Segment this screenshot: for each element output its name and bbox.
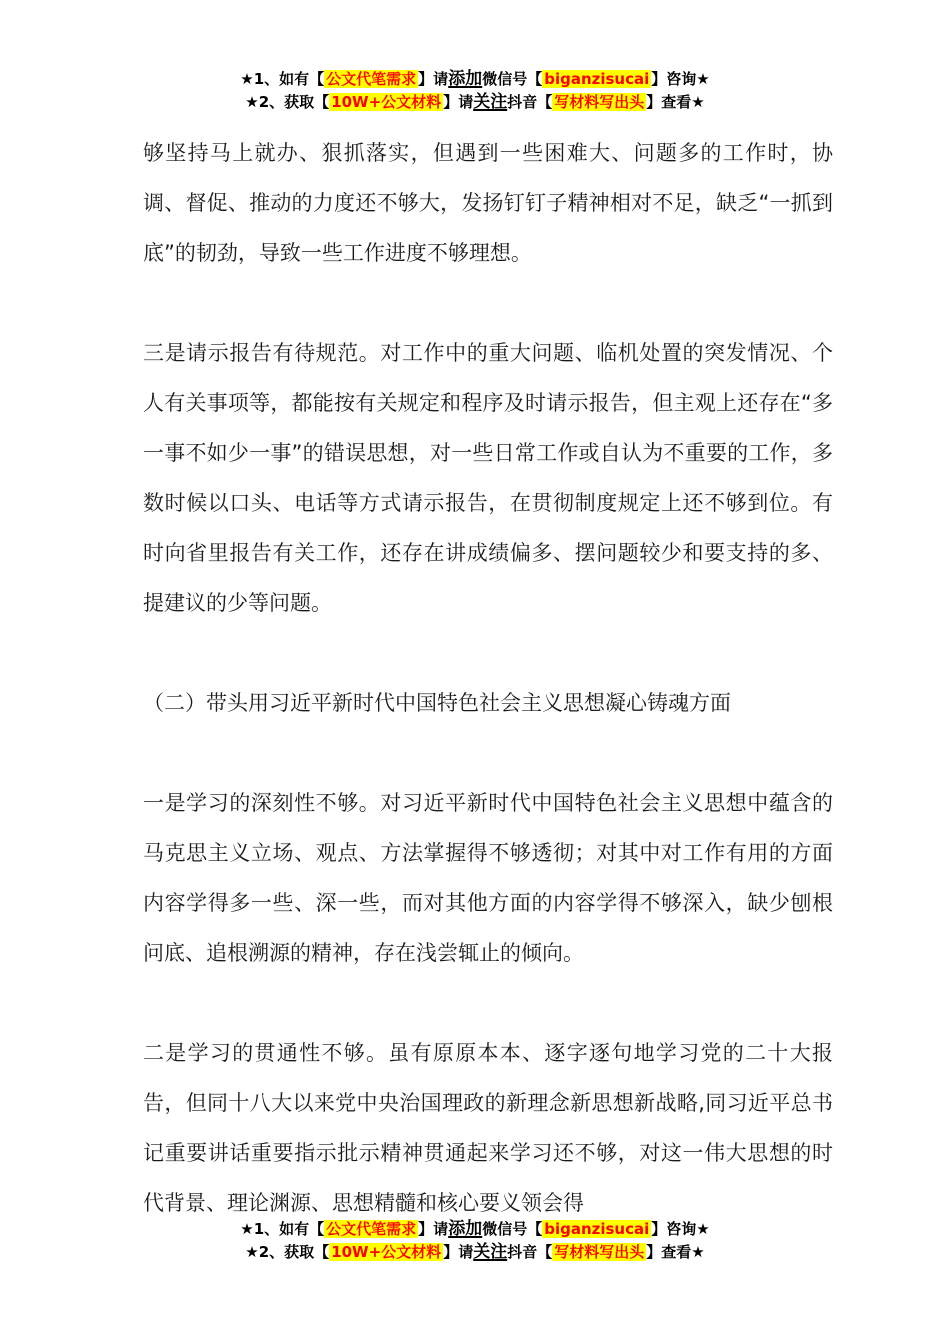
star-icon: ★: [696, 1220, 710, 1238]
banner-text: 】请: [443, 1243, 474, 1261]
banner-emphasis: 关注: [473, 92, 508, 112]
wechat-id-highlight: biganzisucai: [544, 1220, 650, 1238]
star-icon: ★: [245, 1243, 259, 1261]
banner-highlight: 公文代笔需求: [326, 1220, 417, 1238]
banner-text: 抖音【: [507, 93, 553, 111]
paragraph-reporting: 三是请示报告有待规范。对工作中的重大问题、临机处置的突发情况、个人有关事项等，都能按有关规定和程序及时请示报告，但主观上还存在“多一事不如少一事”的错误思想，对一些日常工作或自认为不重要的工作，多数时候以口头、电话等方式请示报告，在贯彻制度规定上还不够到位。有时向省里报告有关工作，还存在讲成绩偏多、摆问题较少和要支持的多、提建议的少等问题。: [143, 341, 833, 615]
banner-emphasis: 添加: [448, 1219, 483, 1239]
header-banner: [0, 68, 950, 114]
banner-text: 抖音【: [507, 1243, 553, 1261]
paragraph-continuation: 够坚持马上就办、狠抓落实，但遇到一些困难大、问题多的工作时，协调、督促、推动的力度还不够大，发扬钉钉子精神相对不足，缺乏“一抓到底”的韧劲，导致一些工作进度不够理想。: [143, 141, 833, 265]
banner-emphasis: 关注: [473, 1242, 508, 1262]
paragraph-study-depth: 一是学习的深刻性不够。对习近平新时代中国特色社会主义思想中蕴含的马克思主义立场、观点、方法掌握得不够透彻；对其中对工作有用的方面内容学得多一些、深一些，而对其他方面的内容学得不够深入，缺少刨根问底、追根溯源的精神，存在浅尝辄止的倾向。: [143, 791, 833, 965]
banner-highlight: 公文代笔需求: [326, 70, 417, 88]
star-icon: ★: [240, 70, 254, 88]
banner-line-1: [0, 68, 950, 91]
banner-highlight: 10W+公文材料: [331, 1243, 442, 1261]
douyin-account-highlight: 写材料写出头: [554, 1243, 645, 1261]
section-heading: （二）带头用习近平新时代中国特色社会主义思想凝心铸魂方面: [143, 691, 731, 715]
banner-text: 2、获取【: [258, 1243, 330, 1261]
star-icon: ★: [245, 93, 259, 111]
banner-line-2: [0, 1241, 950, 1264]
banner-emphasis: 添加: [448, 69, 483, 89]
star-icon: ★: [691, 1243, 705, 1261]
banner-text: 】咨询: [651, 70, 697, 88]
banner-line-1: [0, 1218, 950, 1241]
banner-text: 】查看: [646, 1243, 692, 1261]
banner-line-2: [0, 91, 950, 114]
banner-text: 】咨询: [651, 1220, 697, 1238]
star-icon: ★: [696, 70, 710, 88]
douyin-account-highlight: 写材料写出头: [554, 93, 645, 111]
footer-banner: [0, 1218, 950, 1264]
star-icon: ★: [691, 93, 705, 111]
banner-text: 1、如有【: [253, 1220, 325, 1238]
banner-text: 1、如有【: [253, 70, 325, 88]
banner-text: 】请: [443, 93, 474, 111]
banner-text: 微信号【: [482, 70, 543, 88]
banner-highlight: 10W+公文材料: [331, 93, 442, 111]
paragraph-study-coherence: 二是学习的贯通性不够。虽有原原本本、逐字逐句地学习党的二十大报告，但同十八大以来党中央治国理政的新理念新思想新战略,同习近平总书记重要讲话重要指示批示精神贯通起来学习还不够，对这一伟大思想的时代背景、理论渊源、思想精髓和核心要义领会得: [143, 1041, 833, 1215]
banner-text: 微信号【: [482, 1220, 543, 1238]
banner-text: 2、获取【: [258, 93, 330, 111]
banner-text: 】请: [418, 70, 449, 88]
banner-text: 】请: [418, 1220, 449, 1238]
star-icon: ★: [240, 1220, 254, 1238]
banner-text: 】查看: [646, 93, 692, 111]
document-body: [143, 128, 833, 1278]
wechat-id-highlight: biganzisucai: [544, 70, 650, 88]
